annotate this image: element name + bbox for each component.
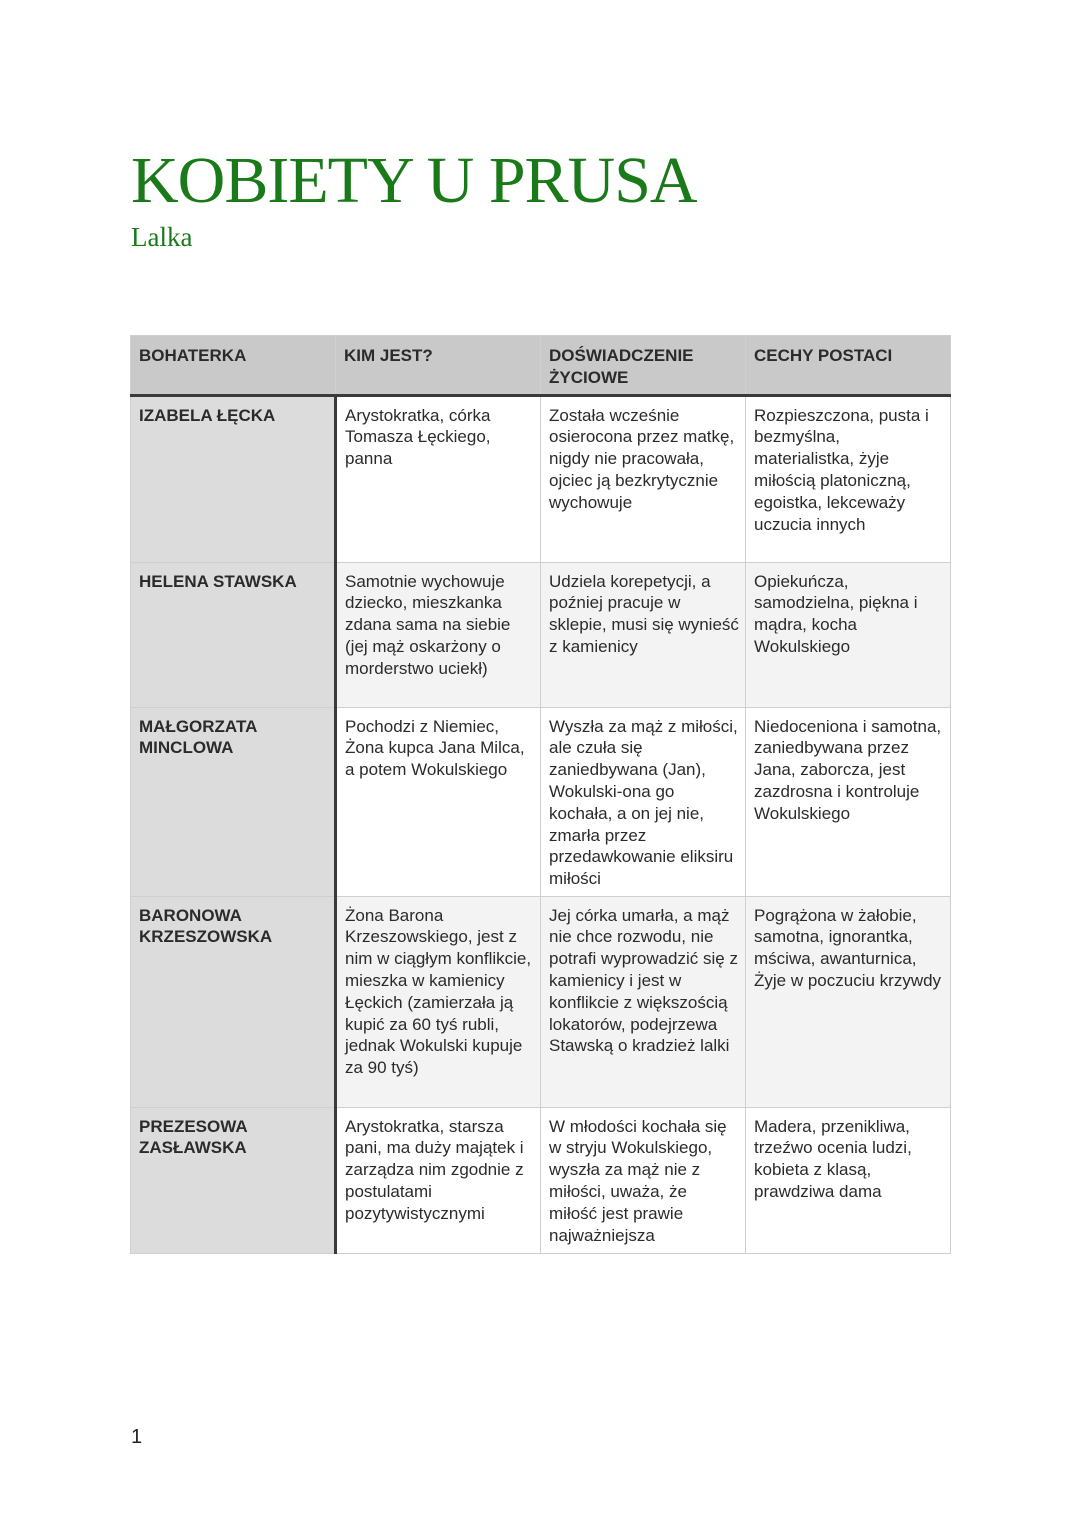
row-doswiadczenie-cell: Wyszła za mąż z miłości, ale czuła się zaniedbywana (Jan), Wokulski-ona go kochała, a on jej nie, zmarła przez przedawkowanie eliksiru miłości (541, 707, 746, 896)
table-row (131, 707, 951, 896)
row-kim-jest-cell: Samotnie wychowuje dziecko, mieszkanka zdana sama na siebie (jej mąż oskarżony o morderstwo uciekł) (336, 562, 541, 707)
header-kim-jest: KIM JEST? (336, 336, 541, 396)
row-cechy-cell: Niedoceniona i samotna, zaniedbywana przez Jana, zaborcza, jest zazdrosna i kontroluje Wokulskiego (746, 707, 951, 896)
row-cechy-cell: Rozpieszczona, pusta i bezmyślna, materialistka, żyje miłością platoniczną, egoistka, lekceważy uczucia innych (746, 395, 951, 562)
row-doswiadczenie-cell: W młodości kochała się w stryju Wokulskiego, wyszła za mąż nie z miłości, uważa, że miłość jest prawie najważniejsza (541, 1107, 746, 1253)
table-row (131, 562, 951, 707)
row-kim-jest-cell: Żona Barona Krzeszowskiego, jest z nim w ciągłym konflikcie, mieszka w kamienicy Łęckich (zamierzała ją kupić za 60 tyś rubli, jednak Wokulski kupuje za 90 tyś) (336, 896, 541, 1107)
table-row (131, 896, 951, 1107)
header-cechy: CECHY POSTACI (746, 336, 951, 396)
row-name-cell: IZABELA ŁĘCKA (131, 395, 336, 562)
row-doswiadczenie-cell: Została wcześnie osierocona przez matkę, nigdy nie pracowała, ojciec ją bezkrytycznie wychowuje (541, 395, 746, 562)
header-bohaterka: BOHATERKA (131, 336, 336, 396)
row-doswiadczenie-cell: Udziela korepetycji, a poźniej pracuje w sklepie, musi się wynieść z kamienicy (541, 562, 746, 707)
page-number: 1 (131, 1426, 143, 1448)
row-cechy-cell: Opiekuńcza, samodzielna, piękna i mądra, kocha Wokulskiego (746, 562, 951, 707)
table-row (131, 1107, 951, 1253)
row-kim-jest-cell: Arystokratka, starsza pani, ma duży majątek i zarządza nim zgodnie z postulatami pozytywistycznymi (336, 1107, 541, 1253)
row-name-cell: MAŁGORZATA MINCLOWA (131, 707, 336, 896)
characters-table (130, 335, 951, 1254)
row-doswiadczenie-cell: Jej córka umarła, a mąż nie chce rozwodu, nie potrafi wyprowadzić się z kamienicy i jest w konflikcie z większością lokatorów, podejrzewa Stawską o kradzież lalki (541, 896, 746, 1107)
row-name-cell: BARONOWA KRZESZOWSKA (131, 896, 336, 1107)
row-name-cell: PREZESOWA ZASŁAWSKA (131, 1107, 336, 1253)
table-row (131, 395, 951, 562)
row-cechy-cell: Madera, przenikliwa, trzeźwo ocenia ludzi, kobieta z klasą, prawdziwa dama (746, 1107, 951, 1253)
header-doswiadczenie: DOŚWIADCZENIE ŻYCIOWE (541, 336, 746, 396)
row-kim-jest-cell: Pochodzi z Niemiec, Żona kupca Jana Milca, a potem Wokulskiego (336, 707, 541, 896)
page-subtitle: Lalka (131, 222, 193, 252)
row-kim-jest-cell: Arystokratka, córka Tomasza Łęckiego, panna (336, 395, 541, 562)
row-name-cell: HELENA STAWSKA (131, 562, 336, 707)
row-cechy-cell: Pogrążona w żałobie, samotna, ignorantka, mściwa, awanturnica, Żyje w poczuciu krzywdy (746, 896, 951, 1107)
page-title: KOBIETY U PRUSA (131, 144, 697, 217)
table-header-row (131, 336, 951, 396)
